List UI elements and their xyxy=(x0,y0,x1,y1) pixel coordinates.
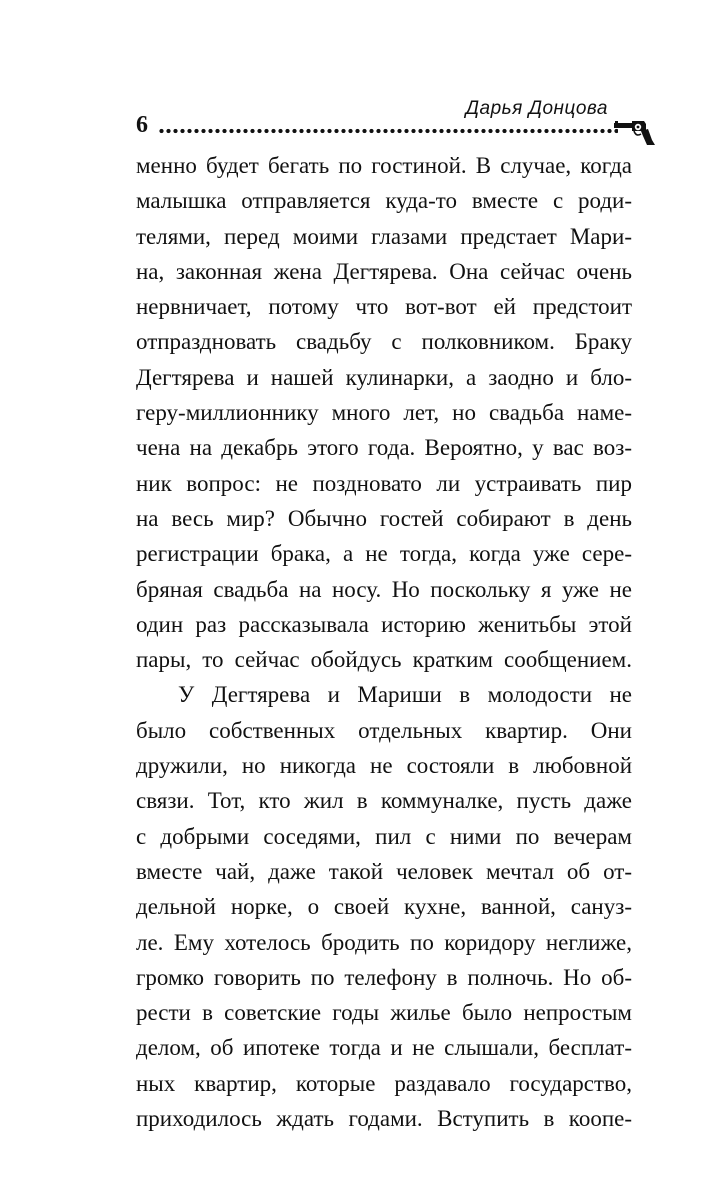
text-line: вместе чай, даже такой человек мечтал об от- xyxy=(136,858,632,884)
text-line: отпраздновать свадьбу с полковником. Браку xyxy=(136,329,632,355)
text-line: дружили, но никогда не состояли в любовной xyxy=(136,753,632,779)
dot-leader xyxy=(158,122,618,136)
text-line: телями, перед моими глазами предстает Мари- xyxy=(136,223,632,249)
text-line: регистрации брака, а не тогда, когда уже сере- xyxy=(136,541,632,567)
author-name: Дарья Донцова xyxy=(465,98,608,119)
text-line: связи. Тот, кто жил в коммуналке, пусть даже xyxy=(136,788,632,814)
page-number: 6 xyxy=(136,112,148,138)
text-line: пары, то сейчас обойдусь кратким сообщением. xyxy=(136,647,632,673)
text-line: менно будет бегать по гостиной. В случае, когда xyxy=(136,153,632,178)
text-line: Дегтярева и нашей кулинарки, а заодно и бло- xyxy=(136,364,632,390)
text-line: ник вопрос: не поздновато ли устраивать пир xyxy=(136,470,632,496)
text-line: малышка отправляется куда-то вместе с роди- xyxy=(136,188,632,214)
text-line: У Дегтярева и Мариши в молодости не xyxy=(178,682,632,708)
running-header xyxy=(136,96,656,146)
revolver-icon xyxy=(614,118,656,146)
text-line: геру-миллионнику много лет, но свадьба наме- xyxy=(136,400,632,426)
text-line: делом, об ипотеке тогда и не слышали, бесплат- xyxy=(136,1035,632,1061)
paragraph-2 xyxy=(136,677,632,1136)
text-line: один раз рассказывала историю женитьбы этой xyxy=(136,611,632,637)
text-line: на весь мир? Обычно гостей собирают в день xyxy=(136,505,632,531)
body-text xyxy=(136,148,632,1136)
text-line: было собственных отдельных квартир. Они xyxy=(136,717,632,743)
text-line: ных квартир, которые раздавало государство, xyxy=(136,1070,632,1096)
text-line: нервничает, потому что вот-вот ей предстоит xyxy=(136,294,632,320)
text-line: громко говорить по телефону в полночь. Но об- xyxy=(136,964,632,990)
text-line: дельной норке, о своей кухне, ванной, сануз- xyxy=(136,894,632,920)
text-line: чена на декабрь этого года. Вероятно, у вас воз- xyxy=(136,435,632,461)
text-line: бряная свадьба на носу. Но поскольку я уже не xyxy=(136,576,632,602)
text-line: приходилось ждать годами. Вступить в коопе- xyxy=(136,1106,632,1132)
text-line: рести в советские годы жилье было непростым xyxy=(136,1000,632,1026)
paragraph-1 xyxy=(136,148,632,677)
text-line: ле. Ему хотелось бродить по коридору неглиже, xyxy=(136,929,632,955)
text-line: с добрыми соседями, пил с ними по вечерам xyxy=(136,823,632,849)
text-line: на, законная жена Дегтярева. Она сейчас очень xyxy=(136,258,632,284)
